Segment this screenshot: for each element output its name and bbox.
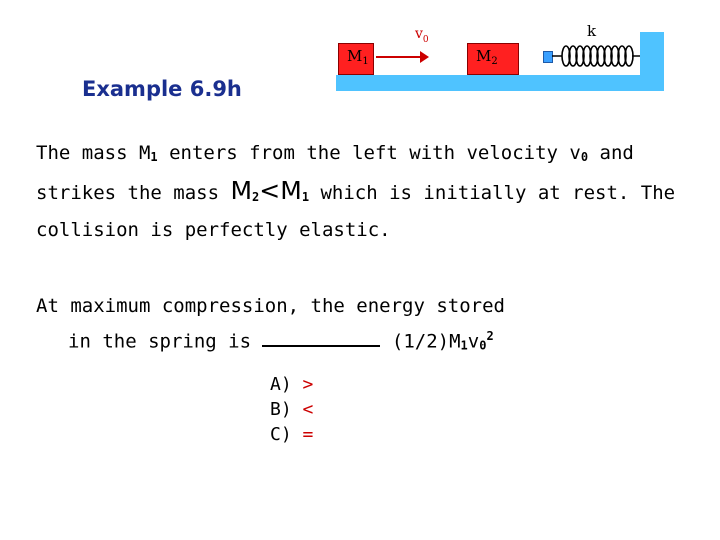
choice-b: B) < [270,399,314,420]
track [336,75,664,91]
mass-m2-label: $M_2$ [476,47,498,67]
velocity-label: $v_0$ [415,26,429,45]
mass-m1-label: $M_1$ [347,47,369,67]
example-title: Example 6.9h [82,77,242,101]
choice-c: C) = [270,424,314,445]
velocity-arrow-icon [374,45,430,65]
spring-constant-label: k [587,22,597,40]
answer-choices [270,372,313,447]
problem-statement: The mass $M_1$ enters from the left with velocity $v_0$ and strikes the mass $M_2<M_1$ which is initially at rest. The collision is perfectly elastic. [36,142,676,241]
spring-icon [552,38,644,74]
question-text: At maximum compression, the energy stored in the spring is $(1/2)M_1v_0^2$ [36,295,505,353]
choice-a: A) > [270,374,314,395]
answer-blank [262,331,380,347]
